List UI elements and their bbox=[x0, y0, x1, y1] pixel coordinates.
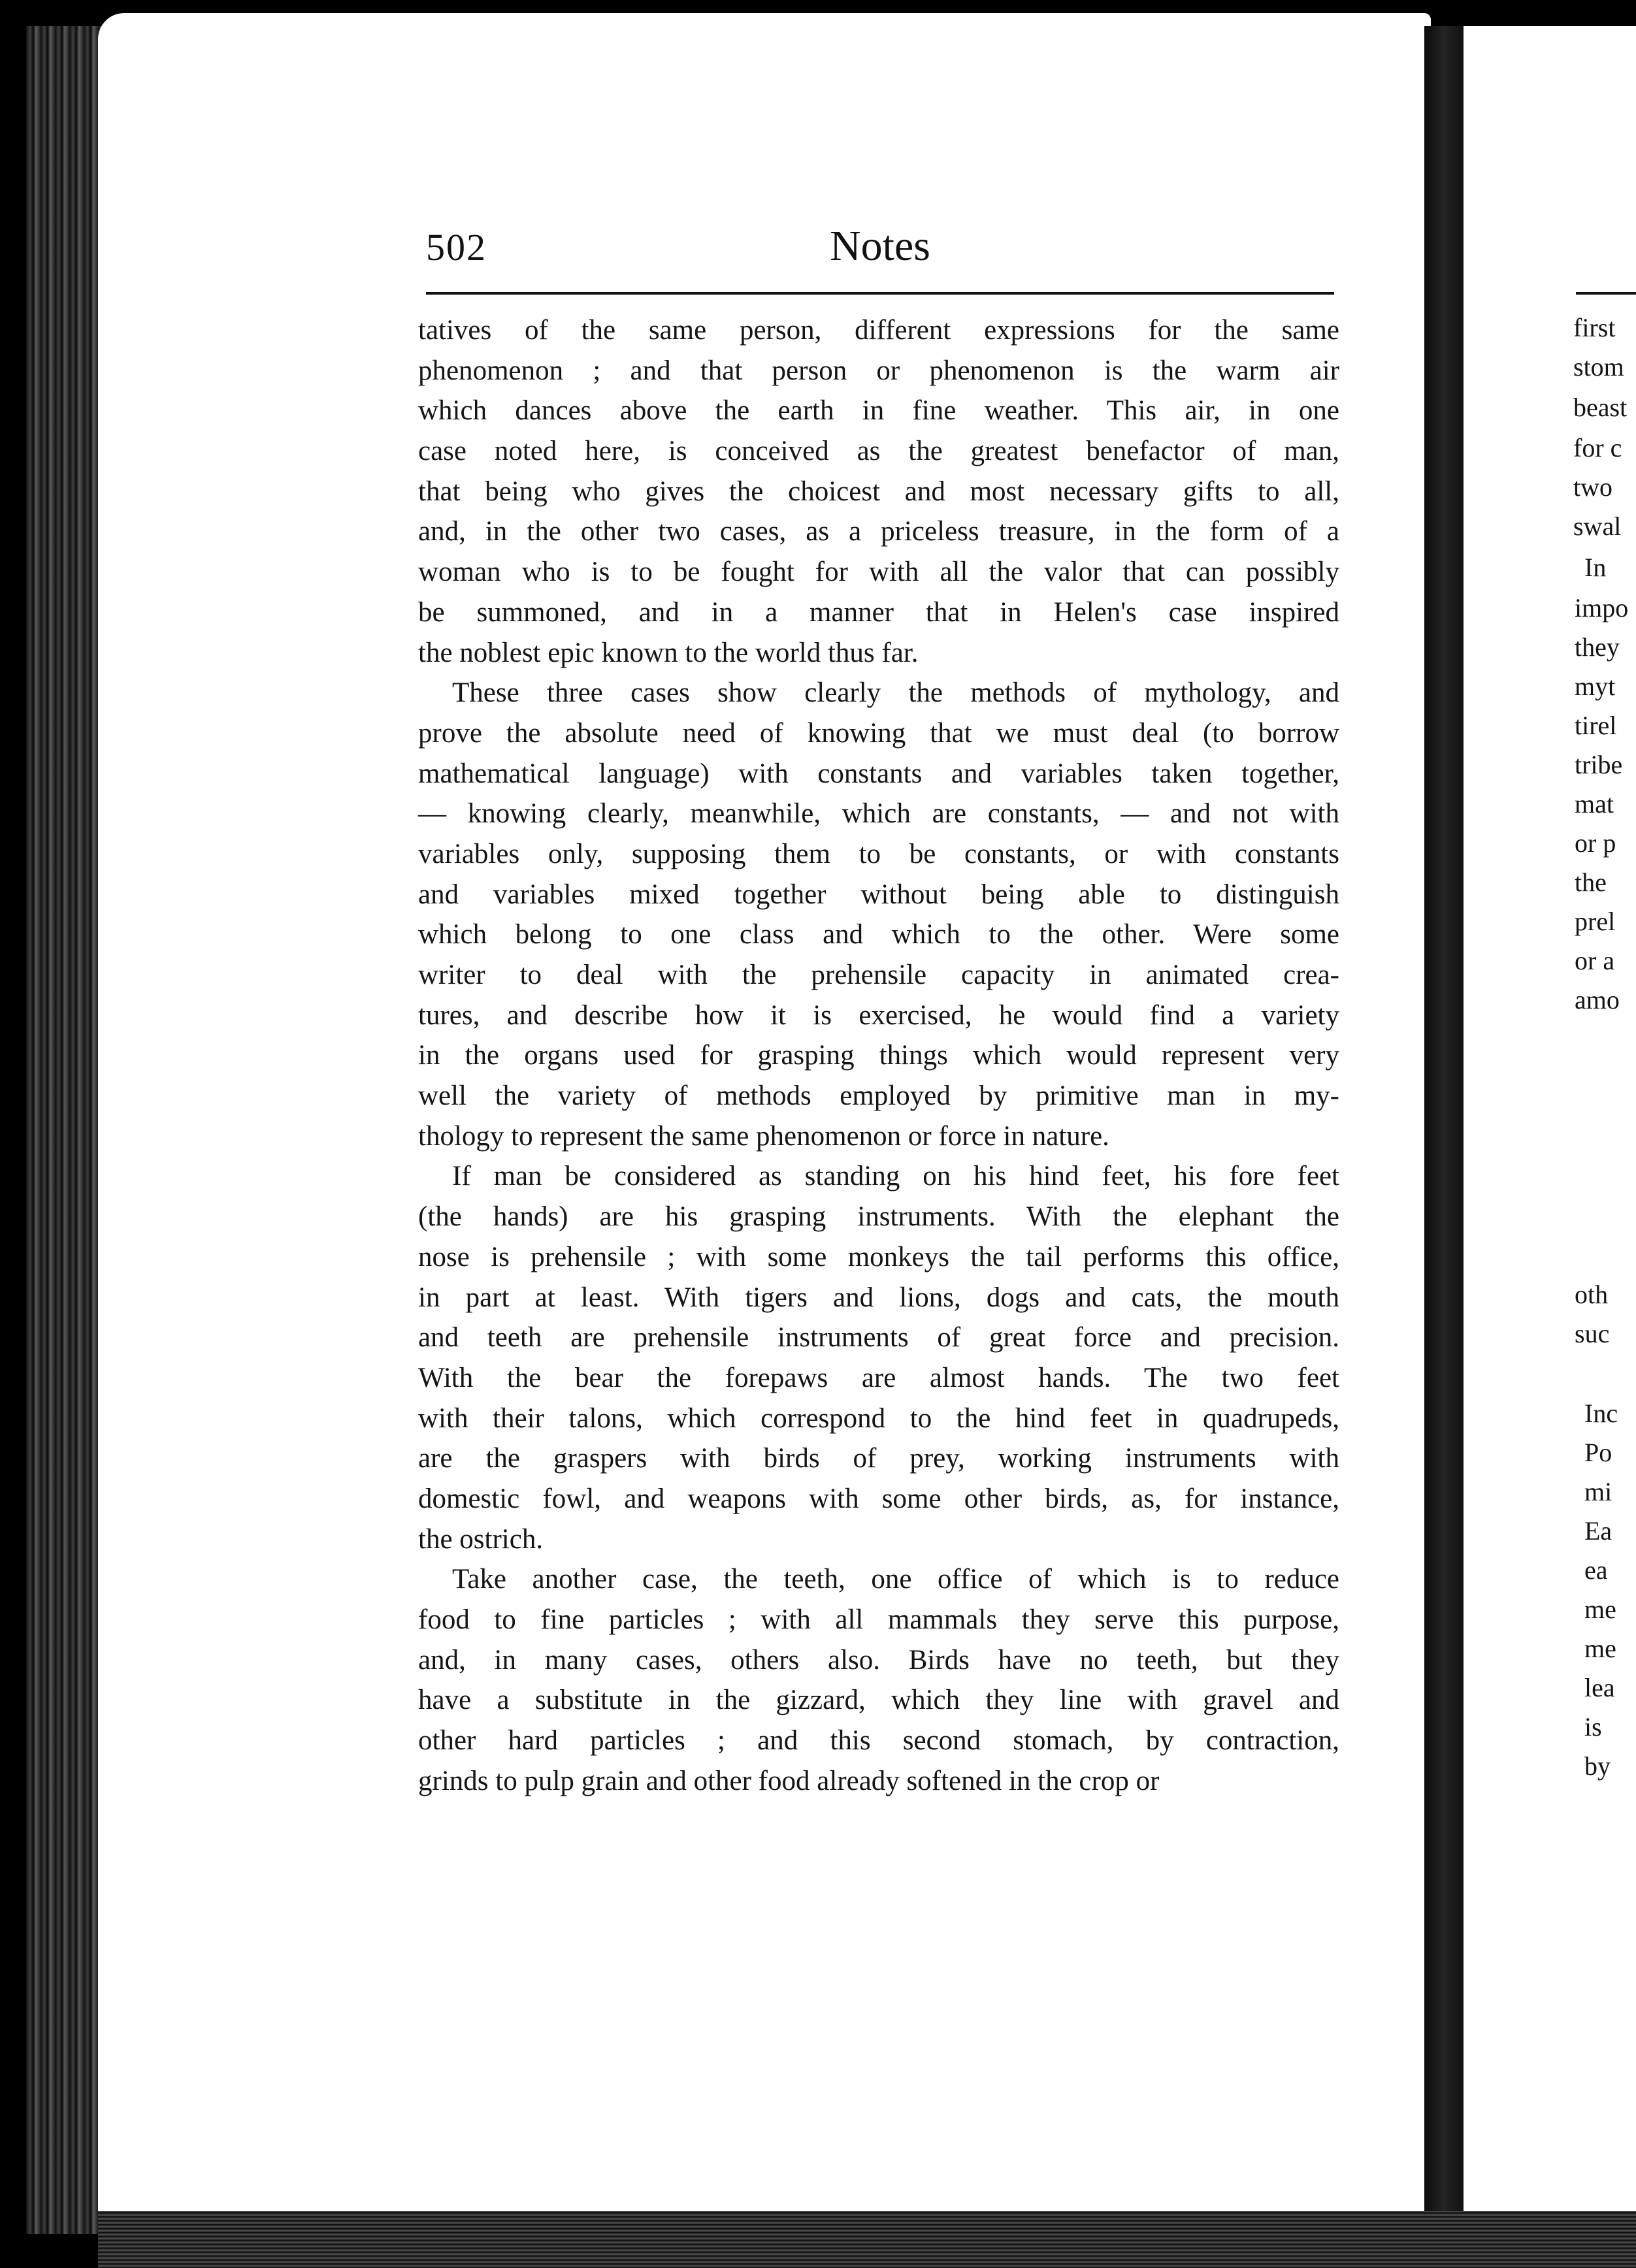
text-line: and, in many cases, others also. Birds have no teeth, but they bbox=[418, 1644, 1339, 1676]
text-line: writer to deal with the prehensile capacity in animated crea- bbox=[418, 960, 1339, 990]
paragraph bbox=[418, 310, 1339, 673]
text-line: phenomenon ; and that person or phenomenon is the warm air bbox=[418, 355, 1339, 386]
text-line: mathematical language) with constants and variables taken together, bbox=[418, 758, 1339, 789]
text-line: These three cases show clearly the methods of mythology, and bbox=[452, 677, 1339, 709]
text-line: in the organs used for grasping things which would represent very bbox=[418, 1040, 1339, 1071]
facing-page-fragment: tirel bbox=[1575, 711, 1617, 740]
text-line: in part at least. With tigers and lions, dogs and cats, the mouth bbox=[418, 1282, 1339, 1313]
facing-page-fragment: amo bbox=[1575, 985, 1620, 1014]
text-line: If man be considered as standing on his hind feet, his fore feet bbox=[452, 1161, 1339, 1192]
text-line: thology to represent the same phenomenon or force in nature. bbox=[418, 1120, 1109, 1152]
facing-page-fragment: prel bbox=[1575, 907, 1616, 936]
text-line: which belong to one class and which to the other. Were some bbox=[418, 919, 1339, 950]
text-line: well the variety of methods employed by primitive man in my- bbox=[418, 1080, 1339, 1112]
facing-page-fragment: In bbox=[1584, 553, 1607, 582]
text-line: Take another case, the teeth, one office of which is to reduce bbox=[452, 1564, 1339, 1595]
text-line: be summoned, and in a manner that in Helen's case inspired bbox=[418, 596, 1339, 628]
page-number: 502 bbox=[426, 226, 487, 268]
text-line: With the bear the forepaws are almost hands. The two feet bbox=[418, 1362, 1339, 1393]
facing-page-rule bbox=[1576, 292, 1636, 295]
text-line: the ostrich. bbox=[418, 1523, 544, 1555]
text-line: tatives of the same person, different expressions for the same bbox=[418, 315, 1339, 346]
text-line: woman who is to be fought for with all the valor that can possibly bbox=[418, 557, 1339, 588]
facing-page-fragment: or a bbox=[1575, 946, 1615, 975]
text-line: prove the absolute need of knowing that we must deal (to borrow bbox=[418, 717, 1339, 749]
facing-page-fragment: is bbox=[1584, 1712, 1602, 1742]
text-line: — knowing clearly, meanwhile, which are constants, — and not with bbox=[418, 798, 1339, 830]
text-line: food to fine particles ; with all mammals they serve this purpose, bbox=[418, 1604, 1339, 1635]
text-line: that being who gives the choicest and most necessary gifts to all, bbox=[418, 476, 1339, 507]
facing-page-fragment: two bbox=[1573, 472, 1612, 502]
facing-page-fragment: stom bbox=[1573, 352, 1624, 381]
text-line: other hard particles ; and this second stomach, by contraction, bbox=[418, 1725, 1339, 1757]
facing-page-fragment: tribe bbox=[1575, 750, 1623, 779]
book-gutter bbox=[1424, 26, 1464, 2254]
text-line: are the graspers with birds of prey, working instruments with bbox=[418, 1443, 1339, 1474]
text-line: nose is prehensile ; with some monkeys the tail performs this office, bbox=[418, 1241, 1339, 1272]
facing-page-fragment: ea bbox=[1584, 1555, 1608, 1585]
page-header bbox=[426, 222, 1334, 291]
text-line: and teeth are prehensile instruments of great force and precision. bbox=[418, 1322, 1339, 1353]
body-text bbox=[418, 310, 1339, 1801]
text-line: (the hands) are his grasping instruments. With the elephant the bbox=[418, 1201, 1339, 1233]
facing-page-fragment: the bbox=[1575, 867, 1607, 897]
facing-page-fragment: lea bbox=[1584, 1673, 1615, 1702]
facing-page-fragment: Inc bbox=[1584, 1399, 1618, 1428]
facing-page-fragment: myt bbox=[1575, 672, 1616, 701]
facing-page-fragment: impo bbox=[1575, 593, 1629, 623]
text-line: variables only, supposing them to be constants, or with constants bbox=[418, 838, 1339, 869]
paragraph bbox=[418, 673, 1339, 1156]
facing-page-fragment: Po bbox=[1584, 1438, 1612, 1467]
paragraph bbox=[418, 1559, 1339, 1801]
facing-page-fragment: swal bbox=[1573, 511, 1622, 541]
text-line: case noted here, is conceived as the greatest benefactor of man, bbox=[418, 436, 1339, 467]
facing-page-fragment: Ea bbox=[1584, 1516, 1612, 1546]
paragraph bbox=[418, 1156, 1339, 1559]
facing-page-fragment: mi bbox=[1584, 1477, 1612, 1506]
facing-page-fragment: for c bbox=[1573, 433, 1622, 462]
text-line: and, in the other two cases, as a priceless treasure, in the form of a bbox=[418, 516, 1339, 547]
text-line: have a substitute in the gizzard, which they line with gravel and bbox=[418, 1685, 1339, 1716]
facing-page-fragment: they bbox=[1575, 632, 1620, 662]
text-line: grinds to pulp grain and other food already softened in the crop or bbox=[418, 1765, 1160, 1796]
text-line: the noblest epic known to the world thus far. bbox=[418, 637, 919, 668]
facing-page-fragment: me bbox=[1584, 1634, 1616, 1663]
text-line: with their talons, which correspond to the hind feet in quadrupeds, bbox=[418, 1402, 1339, 1434]
facing-page-fragment: suc bbox=[1575, 1319, 1610, 1348]
facing-page-fragment: or p bbox=[1575, 828, 1616, 858]
text-line: tures, and describe how it is exercised, he would find a variety bbox=[418, 999, 1339, 1031]
text-line: which dances above the earth in fine weather. This air, in one bbox=[418, 395, 1339, 427]
facing-page-fragment: me bbox=[1584, 1595, 1616, 1624]
facing-page-fragment: mat bbox=[1575, 789, 1614, 818]
facing-page-fragment: beast bbox=[1573, 393, 1628, 422]
text-line: domestic fowl, and weapons with some other birds, as, for instance, bbox=[418, 1483, 1339, 1514]
book-edge-bottom bbox=[98, 2211, 1636, 2268]
facing-page-fragment: oth bbox=[1575, 1280, 1609, 1309]
text-line: and variables mixed together without being able to distinguish bbox=[418, 879, 1339, 910]
running-head: Notes bbox=[830, 222, 930, 270]
facing-page-fragment: by bbox=[1584, 1751, 1611, 1781]
header-rule bbox=[426, 292, 1334, 295]
facing-page-fragment: first bbox=[1573, 313, 1616, 342]
